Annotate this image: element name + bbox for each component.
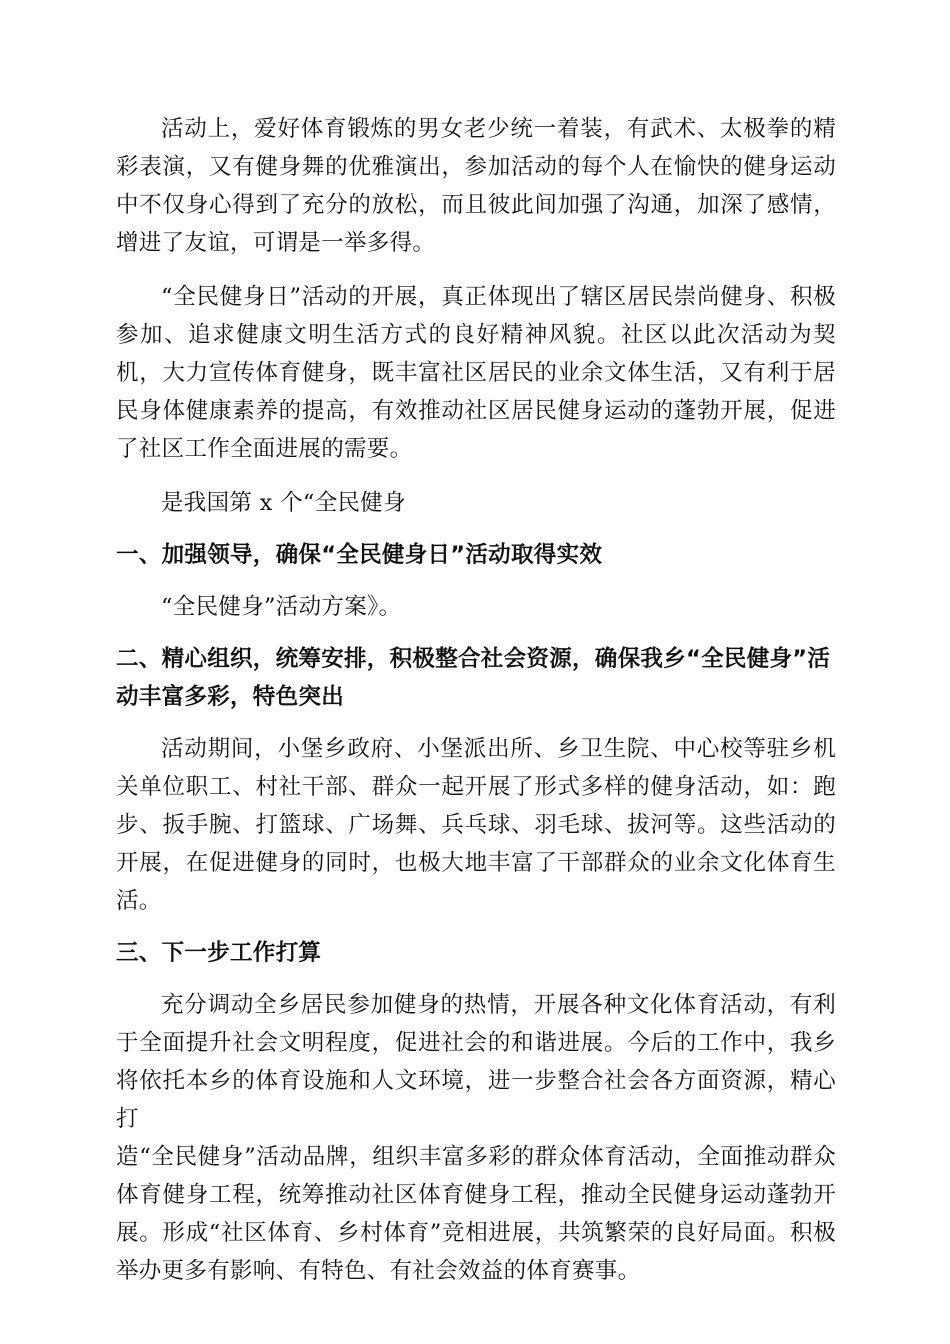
section-heading-2-line-1: 二、精心组织，统筹安排，积极整合社会资源，确保我乡“全民健身”活 [116, 646, 831, 672]
paragraph-activity-significance: “全民健身日”活动的开展，真正体现出了辖区居民崇尚健身、积极参加、追求健康文明生活方式的良好精神风貌。社区以此次活动为契机，大力宣传体育健身，既丰富社区居民的业余文体生活，又有利于居民身体健康素养的提高，有效推动社区居民健身运动的蓬勃开展，促进了社区工作全面进展的需要。 [116, 284, 836, 462]
paragraph-next-steps [116, 986, 836, 1290]
section-heading-2-line-2: 动丰富多彩，特色突出 [116, 684, 345, 710]
document-page [116, 110, 836, 1290]
paragraph-plan-reference: “全民健身”活动方案》。 [161, 594, 402, 620]
paragraph-activity-scene: 活动上，爱好体育锻炼的男女老少统一着装，有武术、太极拳的精彩表演，又有健身舞的优雅演出，参加活动的每个人在愉快的健身运动中不仅身心得到了充分的放松，而且彼此间加强了沟通，加深了感情，增进了友谊，可谓是一举多得。 [116, 116, 836, 256]
paragraph-fragment: 是我国第 x 个“全民健身 [161, 490, 406, 516]
section-heading-1: 一、加强领导，确保“全民健身日”活动取得实效 [116, 542, 603, 568]
paragraph-next-steps-part-2: 造“全民健身”活动品牌，组织丰富多彩的群众体育活动，全面推动群众体育健身工程，统筹推动社区体育健身工程，推动全民健身运动蓬勃开展。形成“社区体育、乡村体育”竞相进展，共筑繁荣的良好局面。积极举办更多有影响、有特色、有社会效益的体育赛事。 [116, 1144, 836, 1284]
section-heading-3: 三、下一步工作打算 [116, 940, 322, 966]
paragraph-activity-period: 活动期间，小堡乡政府、小堡派出所、乡卫生院、中心校等驻乡机关单位职工、村社干部、群众一起开展了形式多样的健身活动，如：跑步、扳手腕、打篮球、广场舞、兵乓球、羽毛球、拔河等。这些活动的开展，在促进健身的同时，也极大地丰富了干部群众的业余文化体育生活。 [116, 736, 836, 914]
section-heading-2 [116, 640, 836, 716]
paragraph-next-steps-part-1: 充分调动全乡居民参加健身的热情，开展各种文化体育活动，有利于全面提升社会文明程度，促进社会的和谐进展。今后的工作中，我乡将依托本乡的体育设施和人文环境，进一步整合社会各方面资源，精心打 [116, 992, 836, 1132]
